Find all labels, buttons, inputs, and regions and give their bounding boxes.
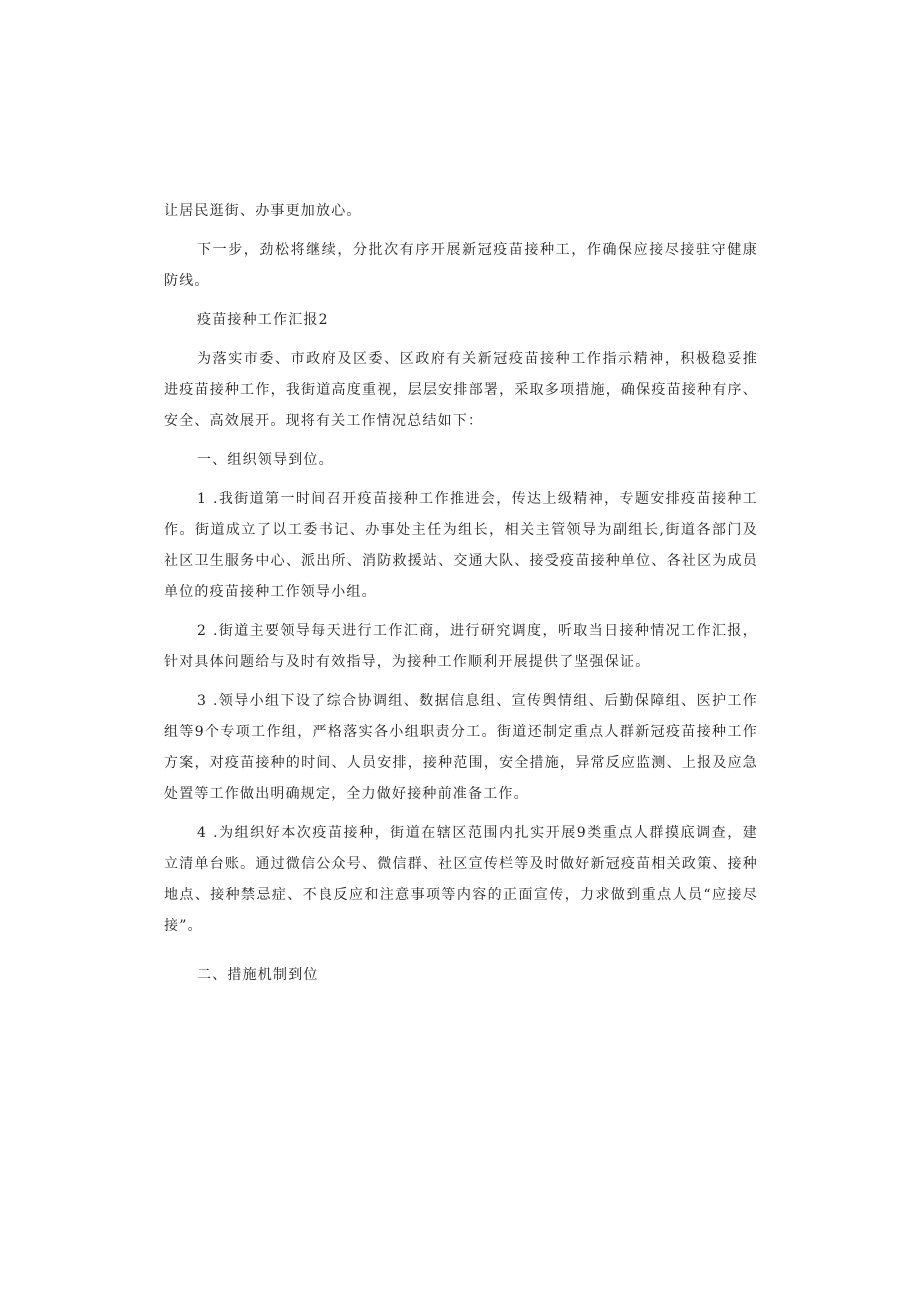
item-2: 2 .街道主要领导每天进行工作汇商，进行研究调度，听取当日接种情况工作汇报，针对具体问题给与及时有效指导，为接种工作顺利开展提供了坚强保证。 [164, 623, 758, 670]
section-title: 疫苗接种工作汇报2 [197, 312, 329, 328]
document-page [164, 196, 758, 991]
heading-1: 一、组织领导到位。 [197, 452, 334, 468]
intro-paragraph: 为落实市委、市政府及区委、区政府有关新冠疫苗接种工作指示精神，积极稳妥推进疫苗接种工作，我街道高度重视，层层安排部署，采取多项措施，确保疫苗接种有序、安全、高效展开。现将有关工作情况总结如下： [164, 351, 758, 429]
paragraph-1: 让居民逛街、办事更加放心。 [164, 203, 362, 219]
paragraph-2: 下一步，劲松将继续，分批次有序开展新冠疫苗接种工，作确保应接尽接驻守健康防线。 [164, 242, 758, 289]
item-3: 3 .领导小组下设了综合协调组、数据信息组、宣传舆情组、后勤保障组、医护工作组等9个专项工作组，严格落实各小组职责分工。街道还制定重点人群新冠疫苗接种工作方案，对疫苗接种的时间、人员安排，接种范围，安全措施，异常反应监测、上报及应急处置等工作做出明确规定，全力做好接种前准备工作。 [164, 693, 758, 802]
item-1: 1 .我街道第一时间召开疫苗接种工作推进会，传达上级精神，专题安排疫苗接种工作。街道成立了以工委书记、办事处主任为组长，相关主管领导为副组长,街道各部门及社区卫生服务中心、派出所、消防救援站、交通大队、接受疫苗接种单位、各社区为成员单位的疫苗接种工作领导小组。 [164, 491, 758, 600]
heading-2: 二、措施机制到位 [197, 967, 319, 983]
item-4: 4 .为组织好本次疫苗接种，街道在辖区范围内扎实开展9类重点人群摸底调查，建立清单台账。通过微信公众号、微信群、社区宣传栏等及时做好新冠疫苗相关政策、接种地点、接种禁忌症、不良反应和注意事项等内容的正面宣传，力求做到重点人员“应接尽接”。 [164, 825, 758, 934]
